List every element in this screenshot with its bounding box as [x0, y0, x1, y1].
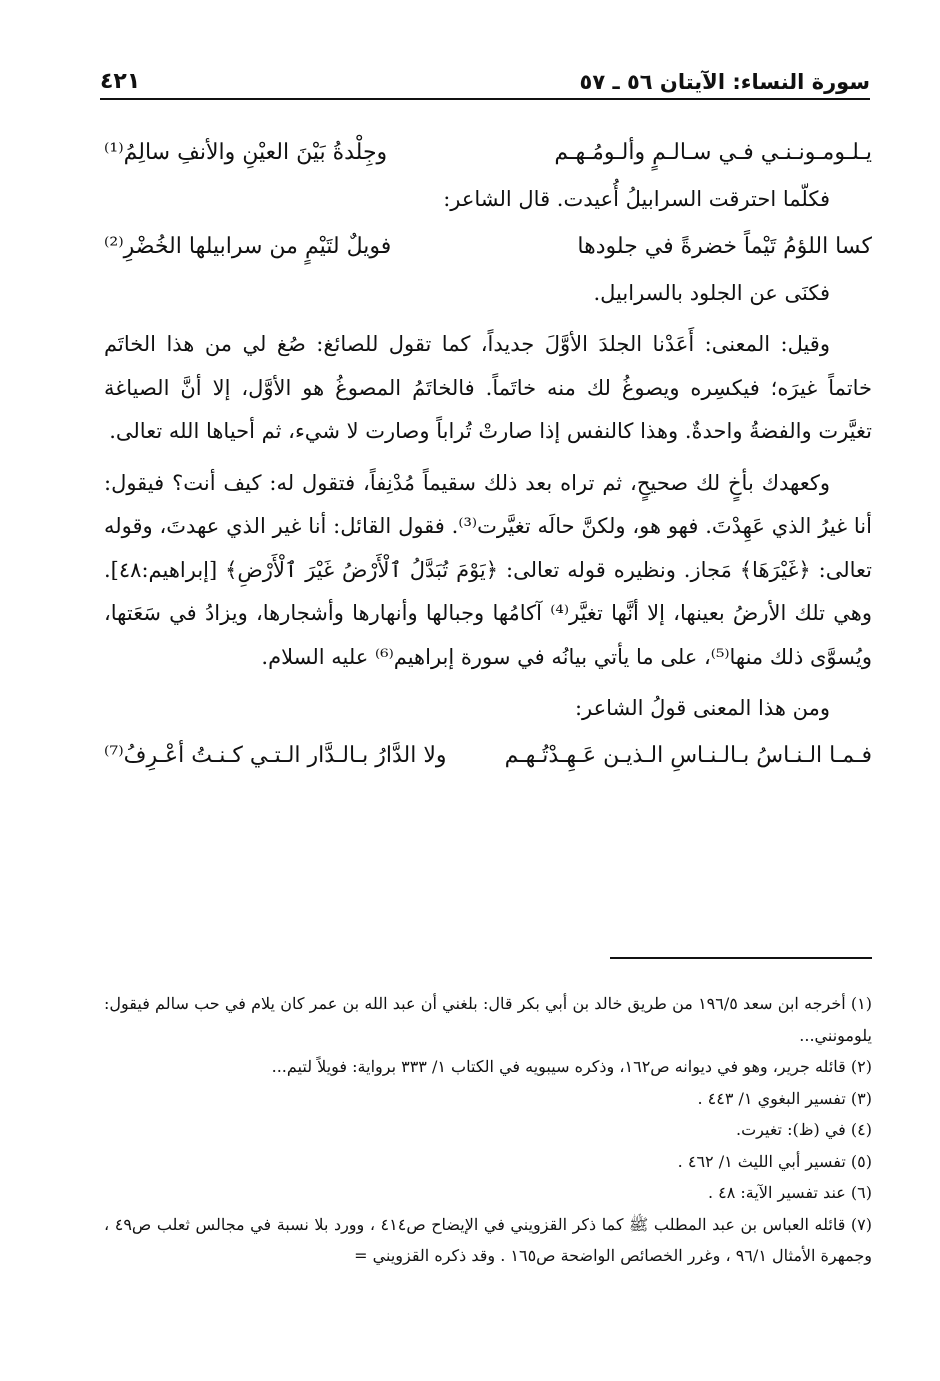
- footnote-2: (٢) قائله جرير، وهو في ديوانه ص١٦٢، وذكره سيبويه في الكتاب ١/ ٣٣٣ برواية: فويلاً لتيم...: [271, 1057, 872, 1076]
- page-number: ٤٢١: [100, 69, 141, 94]
- verse-3-first-hemistich: فـمـا الـنـاسُ بـالـنـاسِ الـذيـن عَـهِـدْتُـهـم: [504, 742, 872, 768]
- footnote-7: (٧) قائله العباس بن عبد المطلب ﷺ كما ذكر القزويني في الإيضاح ص٤١٤ ، وورد بلا نسبة في مجالس ثعلب ص٤٩ ، وجمهرة الأمثال ٩٦/١ ، وغرر الخصائص الواضحة ص١٦٥ . وقد ذكره القزويني =: [104, 1214, 873, 1265]
- page-header: [100, 58, 870, 100]
- paragraph: وكعهدك بأخٍ لك صحيحٍ، ثم تراه بعد ذلك سقيماً مُدْنِفاً، فتقول له: كيف أنت؟ فيقول: أنا غيرُ الذي عَهِدْتَ. فهو هو، ولكنَّ حالَه تغيَّرت⁽³⁾. فقول القائل: أنا غير الذي عهدتَ، وقوله تعالى: ﴿غَيْرَهَا﴾ مَجاز. ونظيره قوله تعالى: ﴿يَوْمَ تُبَدَّلُ ٱلْأَرْضُ غَيْرَ ٱلْأَرْضِ﴾ [إبراهيم:٤٨]. وهي تلك الأرضُ بعينها، إلا أنَّها تغيَّر⁽⁴⁾ آكامُها وجبالها وأنهارها وأشجارها، ويزادُ في سَعَتها، ويُسوَّى ذلك منها⁽⁵⁾، على ما يأتي بيانُه في سورة إبراهيم⁽⁶⁾ عليه السلام.: [104, 470, 872, 669]
- footnote-5: (٥) تفسير أبي الليث ١/ ٤٦٢ .: [677, 1151, 872, 1171]
- footnotes: [104, 988, 872, 1272]
- running-title: سورة النساء: الآيتان ٥٦ ـ ٥٧: [579, 70, 870, 94]
- footnote-3: (٣) تفسير البغوي ١/ ٤٤٣ .: [697, 1088, 872, 1108]
- poem-verse-3: [104, 731, 872, 781]
- poem-verse-2: [104, 222, 872, 272]
- text-line: فكنَى عن الجلود بالسرابيل.: [593, 280, 830, 305]
- verse-3-second-hemistich: ولا الدَّارُ بـالـدَّار الـتـي كـنـتُ أعْـرِفُ⁽⁷⁾: [104, 742, 447, 768]
- main-text: [104, 128, 872, 781]
- verse-1-first-hemistich: يـلـومـونـنـي فـي سـالـمٍ وألـومُـهـم: [554, 140, 872, 165]
- footnote-6: (٦) عند تفسير الآية: ٤٨ .: [707, 1183, 872, 1202]
- text-line: فكلّما احترقت السرابيلُ أُعيدت. قال الشاعر:: [443, 187, 830, 211]
- text-line: ومن هذا المعنى قولُ الشاعر:: [574, 696, 830, 720]
- verse-2-second-hemistich: فويلٌ لتَيْمٍ من سرابيلها الخُضْرِ⁽²⁾: [104, 233, 392, 259]
- footnote-1: (١) أخرجه ابن سعد ١٩٦/٥ من طريق خالد بن أبي بكر قال: بلغني أن عبد الله بن عمر كان يلام في حب سالم فيقول: يلومونني...: [104, 994, 872, 1045]
- footnote-4: (٤) في (ظ): تغيرت.: [736, 1120, 872, 1139]
- poem-verse-1: [104, 128, 872, 178]
- footnote-separator: [610, 957, 872, 959]
- verse-2-first-hemistich: كسا اللؤمُ تَيْماً خضرةً في جلودها: [577, 233, 872, 259]
- verse-1-second-hemistich: وجِلْدةُ بَيْنَ العيْنِ والأنفِ سالِمُ⁽¹⁾: [104, 140, 388, 165]
- paragraph: وقيل: المعنى: أَعَدْنا الجلدَ الأوَّلَ جديداً، كما تقول للصائغ: صُغ لي من هذا الخاتَم خاتماً غيرَه؛ فيكسِره ويصوغُ لك منه خاتَماً. فالخاتَمُ المصوغُ هو الأوَّل، إلا أنَّ الصياغة تغيَّرت والفضةُ واحدةٌ. وهذا كالنفس إذا صارتْ تُراباً وصارت لا شيء، ثم أحياها الله تعالى.: [104, 332, 872, 443]
